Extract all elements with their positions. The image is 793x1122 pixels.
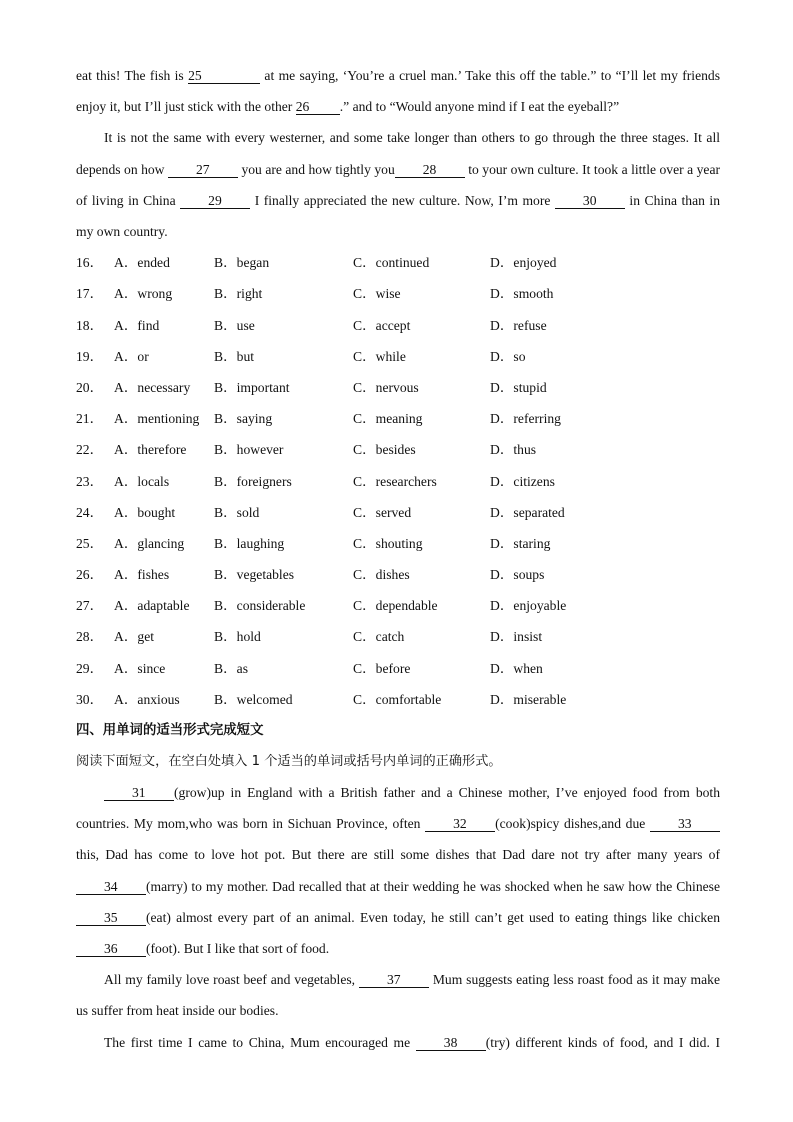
blank-30[interactable]: 30 — [555, 193, 625, 209]
question-row — [76, 590, 720, 621]
question-number: 24． — [76, 504, 104, 520]
options-list — [76, 247, 720, 715]
option-c[interactable]: C．catch — [353, 629, 405, 645]
option-c[interactable]: C．shouting — [353, 535, 423, 551]
option-a[interactable]: A．ended — [114, 255, 170, 271]
option-d[interactable]: D．separated — [490, 504, 565, 520]
question-number: 29． — [76, 660, 104, 676]
option-b[interactable]: B．but — [214, 348, 255, 364]
blank-33[interactable]: 33 — [650, 816, 720, 832]
option-b[interactable]: B．however — [214, 442, 284, 458]
question-row — [76, 434, 720, 465]
option-c[interactable]: C．meaning — [353, 411, 423, 427]
question-row — [76, 247, 720, 278]
question-number: 25． — [76, 535, 104, 551]
option-a[interactable]: A．wrong — [114, 286, 173, 302]
option-a[interactable]: A．locals — [114, 473, 170, 489]
option-a[interactable]: A．or — [114, 348, 149, 364]
question-row — [76, 497, 720, 528]
option-c[interactable]: C．continued — [353, 255, 430, 271]
question-row — [76, 310, 720, 341]
passage-text: .” and to “Would anyone mind if I eat the eyeball?” — [339, 99, 620, 115]
passage-text: (foot). But I like that sort of food. — [146, 941, 330, 957]
question-number: 28． — [76, 629, 104, 645]
question-number: 16． — [76, 255, 104, 271]
passage-text: The first time I came to China, Mum encouraged me — [104, 1034, 416, 1050]
passage-text: All my family love roast beef and vegetables, — [104, 972, 359, 988]
blank-31[interactable]: 31 — [104, 785, 174, 801]
blank-38[interactable]: 38 — [416, 1035, 486, 1051]
option-b[interactable]: B．vegetables — [214, 567, 295, 583]
option-d[interactable]: D．citizens — [490, 473, 555, 489]
option-d[interactable]: D．soups — [490, 567, 545, 583]
blank-32[interactable]: 32 — [425, 816, 495, 832]
option-a[interactable]: A．find — [114, 317, 160, 333]
question-number: 27． — [76, 598, 104, 614]
option-b[interactable]: B．foreigners — [214, 473, 292, 489]
option-d[interactable]: D．enjoyable — [490, 598, 567, 614]
blank-34[interactable]: 34 — [76, 879, 146, 895]
blank-25[interactable]: 25 — [188, 68, 260, 84]
question-row — [76, 372, 720, 403]
option-c[interactable]: C．comfortable — [353, 691, 442, 707]
passage-text: It is not the same with every westerner, and some take longer than others to go through the three stages. It all depends on how — [76, 130, 720, 177]
question-row — [76, 684, 720, 715]
question-number: 19． — [76, 348, 104, 364]
option-a[interactable]: A．adaptable — [114, 598, 190, 614]
option-a[interactable]: A．mentioning — [114, 411, 200, 427]
question-row — [76, 341, 720, 372]
option-a[interactable]: A．bought — [114, 504, 176, 520]
section-instruction: 阅读下面短文，在空白处填入 1 个适当的单词或括号内单词的正确形式。 — [76, 754, 502, 770]
passage-text: at me saying, ‘You’re a cruel man.’ Take this off the table.” to “I’ll let my friends enjoy it, but I’ll just stick with the other — [76, 68, 720, 115]
option-c[interactable]: C．before — [353, 660, 411, 676]
option-c[interactable]: C．dependable — [353, 598, 438, 614]
option-d[interactable]: D．stupid — [490, 379, 547, 395]
question-number: 18． — [76, 317, 104, 333]
option-b[interactable]: B．sold — [214, 504, 260, 520]
question-number: 23． — [76, 473, 104, 489]
option-a[interactable]: A．get — [114, 629, 155, 645]
blank-37[interactable]: 37 — [359, 972, 429, 988]
option-c[interactable]: C．served — [353, 504, 412, 520]
option-a[interactable]: A．glancing — [114, 535, 185, 551]
option-a[interactable]: A．since — [114, 660, 166, 676]
passage-text: eat this! The fish is — [76, 68, 189, 83]
option-b[interactable]: B．welcomed — [214, 691, 293, 707]
blank-26[interactable]: 26 — [296, 99, 340, 115]
passage-paragraph — [76, 122, 720, 247]
passage-text: (cook)spicy dishes,and due — [495, 816, 650, 832]
option-a[interactable]: A．fishes — [114, 567, 170, 583]
blank-36[interactable]: 36 — [76, 941, 146, 957]
passage-paragraph — [76, 1027, 720, 1058]
passage-text: I finally appreciated the new culture. Now, I’m more — [250, 192, 555, 208]
question-number: 17． — [76, 286, 104, 302]
passage-paragraph — [76, 964, 720, 1026]
passage-text: in China than in my own country. — [76, 192, 720, 240]
passage-text: (grow)up in England with a British father and a Chinese mother, I’ve enjoyed food from both countries. My mom,who was born in Sichuan Province, often — [76, 785, 720, 832]
passage-text: you are and how tightly you — [237, 161, 395, 177]
question-row — [76, 466, 720, 497]
question-row — [76, 278, 720, 309]
option-d[interactable]: D．insist — [490, 629, 543, 645]
option-b[interactable]: B．saying — [214, 411, 273, 427]
option-b[interactable]: B．as — [214, 660, 248, 676]
question-number: 22． — [76, 442, 104, 458]
option-d[interactable]: D．so — [490, 348, 526, 364]
passage-text: to your own culture. It took a little over a year of living in China — [76, 161, 720, 208]
passage-text: Mum suggests eating less roast food as it may make us suffer from heat inside our bodies. — [76, 972, 720, 1019]
option-d[interactable]: D．staring — [490, 535, 551, 551]
option-c[interactable]: C．researchers — [353, 473, 437, 489]
question-row — [76, 528, 720, 559]
blank-35[interactable]: 35 — [76, 910, 146, 926]
question-row — [76, 653, 720, 684]
option-b[interactable]: B．use — [214, 317, 255, 333]
blank-29[interactable]: 29 — [180, 193, 250, 209]
passage-text: this, Dad has come to love hot pot. But there are still some dishes that Dad dare not try after many years of — [76, 847, 720, 863]
question-row — [76, 559, 720, 590]
passage-text: (try) different kinds of food, and I did. I — [485, 1034, 720, 1050]
option-c[interactable]: C．while — [353, 348, 406, 364]
option-b[interactable]: B．right — [214, 286, 263, 302]
option-d[interactable]: D．when — [490, 660, 543, 676]
question-number: 20． — [76, 379, 104, 395]
option-b[interactable]: B．considerable — [214, 598, 306, 614]
option-c[interactable]: C．nervous — [353, 379, 419, 395]
option-d[interactable]: D．smooth — [490, 286, 554, 302]
question-number: 21． — [76, 411, 104, 427]
passage-text: (marry) to my mother. Dad recalled that at their wedding he was shocked when he saw how the Chinese — [146, 878, 720, 894]
option-d[interactable]: D．miserable — [490, 691, 567, 707]
option-a[interactable]: A．necessary — [114, 379, 191, 395]
option-b[interactable]: B．hold — [214, 629, 261, 645]
passage-paragraph — [76, 60, 720, 122]
option-d[interactable]: D．refuse — [490, 317, 547, 333]
passage-paragraph — [76, 777, 720, 964]
option-c[interactable]: C．dishes — [353, 567, 410, 583]
option-a[interactable]: A．anxious — [114, 691, 180, 707]
option-c[interactable]: C．accept — [353, 317, 411, 333]
option-b[interactable]: B．laughing — [214, 535, 285, 551]
blank-27[interactable]: 27 — [168, 162, 238, 178]
question-number: 26． — [76, 567, 104, 583]
question-row — [76, 403, 720, 434]
option-c[interactable]: C．wise — [353, 286, 401, 302]
option-b[interactable]: B．began — [214, 255, 270, 271]
option-b[interactable]: B．important — [214, 379, 290, 395]
option-d[interactable]: D．referring — [490, 411, 561, 427]
document-page — [76, 60, 720, 1058]
question-row — [76, 621, 720, 652]
passage-text: (eat) almost every part of an animal. Even today, he still can’t get used to eating things like chicken — [146, 909, 720, 925]
blank-28[interactable]: 28 — [395, 162, 465, 178]
option-d[interactable]: D．enjoyed — [490, 255, 557, 271]
option-d[interactable]: D．thus — [490, 442, 537, 458]
option-a[interactable]: A．therefore — [114, 442, 187, 458]
question-number: 30． — [76, 691, 104, 707]
section-title: 四、用单词的适当形式完成短文 — [76, 723, 264, 739]
option-c[interactable]: C．besides — [353, 442, 416, 458]
